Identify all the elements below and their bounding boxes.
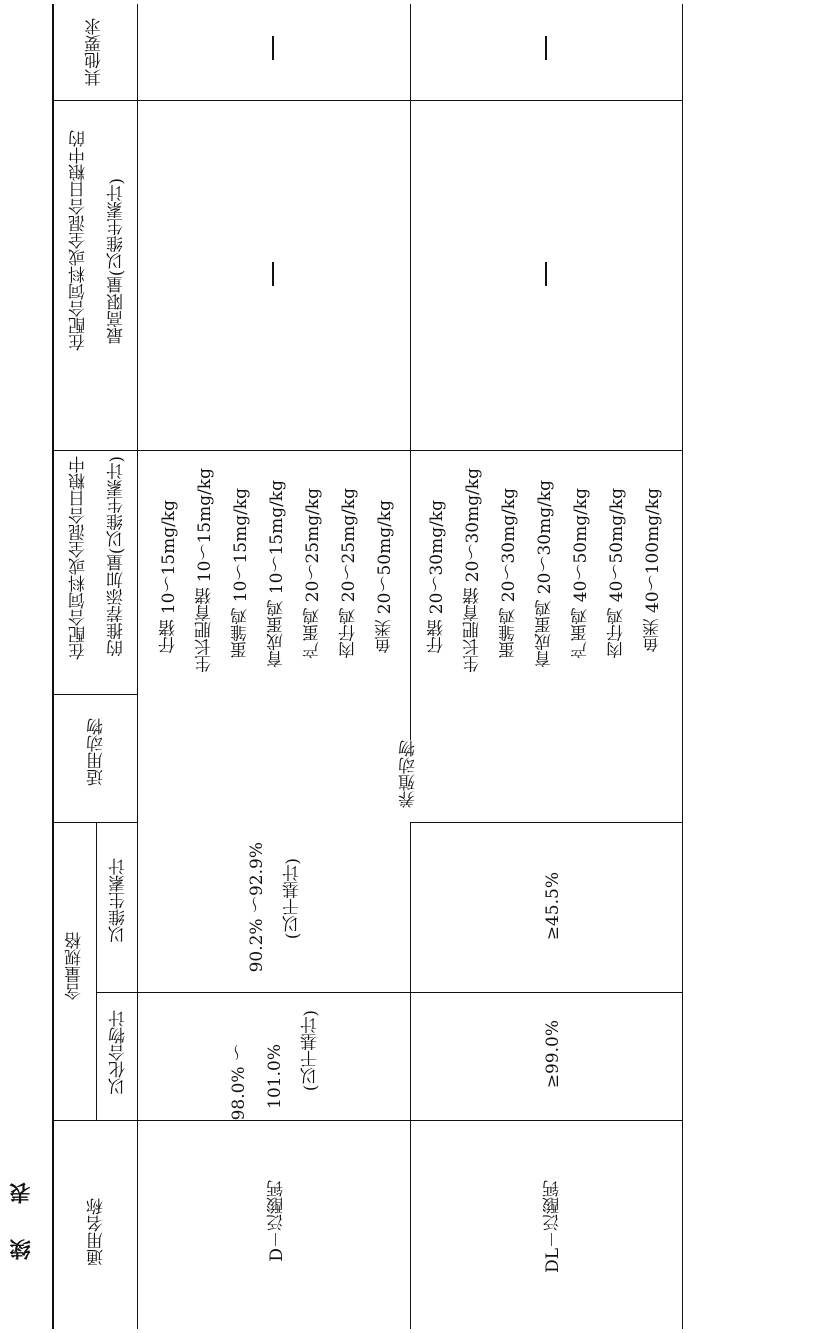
row1-rec-4: 育成蛋鸡 10～15mg/kg <box>267 480 287 668</box>
row1-by-vitamin-1: 90.2% ～92.9% <box>247 842 267 973</box>
row1-rec-6: 肉仔鸡 20～25mg/kg <box>339 488 359 659</box>
row1-rec-1: 仔猪 10～15mg/kg <box>159 500 179 654</box>
header-recommended-line1: 在配合饲料或全混合日粮中 <box>69 456 89 660</box>
col-sep-spec-sub <box>96 992 683 993</box>
row1-by-compound-1: 98.0% ～ <box>229 1044 249 1121</box>
row2-max-dash <box>545 262 547 286</box>
table-border-right <box>682 4 683 1329</box>
row1-rec-2: 生长肥育猪 10～15mg/kg <box>195 468 215 673</box>
row1-by-vitamin-2: (以干基计) <box>283 858 303 940</box>
header-animals: 适用动物 <box>87 718 107 786</box>
row2-rec-4: 育成蛋鸡 20～30mg/kg <box>535 480 555 668</box>
header-by-vitamin: 以维生素计 <box>109 858 129 943</box>
row2-other-dash <box>545 36 547 60</box>
row2-rec-1: 仔猪 20～30mg/kg <box>427 500 447 654</box>
header-recommended-line2: 的推荐添加量(以维生素计) <box>107 456 127 657</box>
table-header-divider <box>137 4 138 1329</box>
row2-rec-3: 蛋雏鸡 20～30mg/kg <box>499 488 519 659</box>
col-sep-spec-inner <box>96 822 97 1120</box>
col-sep-other <box>52 100 683 101</box>
row1-rec-7: 鱼类 20～50mg/kg <box>375 500 395 654</box>
row2-name: DL－泛酸钙 <box>543 1180 563 1273</box>
row2-by-compound: ≥99.0% <box>543 1020 563 1089</box>
row2-by-vitamin: ≥45.5% <box>543 872 563 941</box>
row1-other-dash <box>272 36 274 60</box>
col-sep-animals <box>410 822 683 823</box>
animals-value: 养殖动物 <box>399 740 419 808</box>
row1-max-dash <box>272 262 274 286</box>
row1-by-compound-3: (以干基计) <box>301 1010 321 1092</box>
header-content-spec: 含量规格 <box>65 932 85 1000</box>
col-sep-name <box>52 1120 683 1121</box>
header-other: 其他要求 <box>85 18 105 86</box>
row1-rec-5: 产蛋鸡 20～25mg/kg <box>303 488 323 659</box>
row-divider-lower <box>410 822 411 1329</box>
col-sep-recommended <box>52 694 138 695</box>
col-sep-animals-header <box>52 822 138 823</box>
header-max-line2: 最高限量(以维生素计) <box>107 178 127 345</box>
row1-by-compound-2: 101.0% <box>265 1044 285 1109</box>
row2-rec-2: 生长肥育猪 20～30mg/kg <box>463 468 483 673</box>
table-border-left <box>52 4 54 1329</box>
header-name: 通用名称 <box>87 1198 107 1266</box>
row2-rec-5: 产蛋鸡 40～50mg/kg <box>571 488 591 659</box>
col-sep-max <box>52 450 683 451</box>
page-title: 续 表 <box>9 1168 33 1260</box>
row1-name: D－泛酸钙 <box>267 1180 287 1262</box>
header-by-compound: 以化合物计 <box>109 1010 129 1095</box>
row2-rec-7: 鱼类 40～100mg/kg <box>643 488 663 653</box>
header-max-line1: 在配合饲料或全混合日粮中的 <box>69 130 89 351</box>
row2-rec-6: 肉仔鸡 40～50mg/kg <box>607 488 627 659</box>
row1-rec-3: 蛋雏鸡 10～15mg/kg <box>231 488 251 659</box>
row-divider <box>410 4 411 740</box>
